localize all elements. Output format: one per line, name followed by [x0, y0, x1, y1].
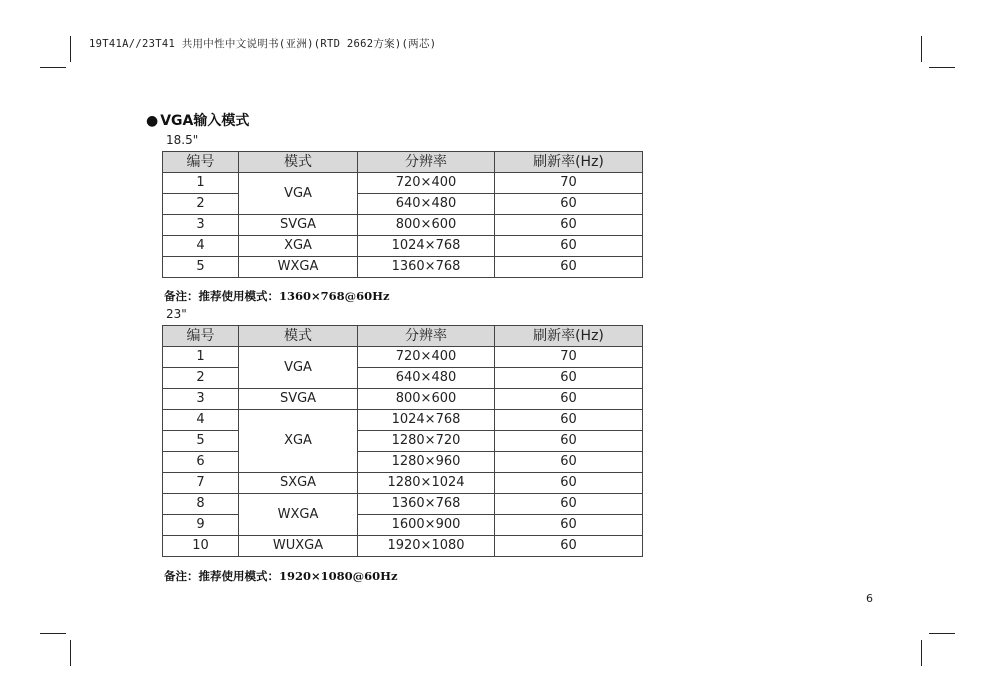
table-row: [163, 473, 643, 494]
refresh-rate-cell: 60: [495, 215, 643, 236]
mode-number-cell: 4: [163, 410, 239, 431]
crop-mark: [921, 36, 922, 62]
resolution-cell: 720×400: [358, 347, 495, 368]
refresh-rate-cell: 60: [495, 494, 643, 515]
mode-number-cell: 1: [163, 347, 239, 368]
column-header: 刷新率(Hz): [495, 326, 643, 347]
refresh-rate-cell: 60: [495, 515, 643, 536]
table-header-row: [163, 326, 643, 347]
crop-mark: [40, 67, 66, 68]
vga-mode-table: [162, 325, 643, 557]
resolution-cell: 1280×960: [358, 452, 495, 473]
vga-mode-table: [162, 151, 643, 278]
mode-name-cell: WUXGA: [239, 536, 358, 557]
table-row: [163, 368, 643, 389]
refresh-rate-cell: 60: [495, 389, 643, 410]
column-header: 分辨率: [358, 326, 495, 347]
refresh-rate-cell: 60: [495, 257, 643, 278]
table-note: 备注：推荐使用模式：1920×1080@60Hz: [164, 569, 398, 583]
size-label: 18.5": [166, 133, 199, 147]
table-row: [163, 452, 643, 473]
resolution-cell: 800×600: [358, 215, 495, 236]
mode-number-cell: 1: [163, 173, 239, 194]
mode-number-cell: 4: [163, 236, 239, 257]
resolution-cell: 720×400: [358, 173, 495, 194]
column-header: 模式: [239, 326, 358, 347]
mode-number-cell: 5: [163, 257, 239, 278]
crop-mark: [70, 36, 71, 62]
table-row: [163, 389, 643, 410]
mode-number-cell: 6: [163, 452, 239, 473]
column-header: 刷新率(Hz): [495, 152, 643, 173]
crop-mark: [40, 633, 66, 634]
refresh-rate-cell: 60: [495, 410, 643, 431]
refresh-rate-cell: 60: [495, 431, 643, 452]
section-title: [146, 110, 249, 130]
refresh-rate-cell: 60: [495, 536, 643, 557]
refresh-rate-cell: 60: [495, 236, 643, 257]
refresh-rate-cell: 60: [495, 452, 643, 473]
refresh-rate-cell: 70: [495, 173, 643, 194]
resolution-cell: 1600×900: [358, 515, 495, 536]
resolution-cell: 640×480: [358, 194, 495, 215]
table-row: [163, 536, 643, 557]
crop-mark: [70, 640, 71, 666]
size-label: 23": [166, 307, 187, 321]
table-row: [163, 410, 643, 431]
mode-name-cell: VGA: [239, 347, 358, 389]
table-row: [163, 215, 643, 236]
table-header-row: [163, 152, 643, 173]
mode-number-cell: 5: [163, 431, 239, 452]
resolution-cell: 1920×1080: [358, 536, 495, 557]
refresh-rate-cell: 60: [495, 473, 643, 494]
table-row: [163, 257, 643, 278]
mode-name-cell: WXGA: [239, 494, 358, 536]
column-header: 编号: [163, 326, 239, 347]
resolution-cell: 1280×720: [358, 431, 495, 452]
resolution-cell: 1024×768: [358, 410, 495, 431]
table-note: 备注：推荐使用模式：1360×768@60Hz: [164, 289, 390, 303]
crop-mark: [921, 640, 922, 666]
mode-name-cell: SVGA: [239, 215, 358, 236]
crop-mark: [929, 633, 955, 634]
table-row: [163, 515, 643, 536]
page-number: 6: [866, 592, 873, 605]
mode-number-cell: 2: [163, 194, 239, 215]
table-row: [163, 347, 643, 368]
document-header: 19T41A//23T41 共用中性中文说明书(亚洲)(RTD 2662方案)(两芯): [89, 38, 437, 50]
refresh-rate-cell: 70: [495, 347, 643, 368]
table-row: [163, 431, 643, 452]
resolution-cell: 1360×768: [358, 257, 495, 278]
column-header: 分辨率: [358, 152, 495, 173]
mode-number-cell: 3: [163, 389, 239, 410]
refresh-rate-cell: 60: [495, 368, 643, 389]
resolution-cell: 1024×768: [358, 236, 495, 257]
mode-name-cell: VGA: [239, 173, 358, 215]
mode-name-cell: WXGA: [239, 257, 358, 278]
mode-number-cell: 7: [163, 473, 239, 494]
section-title-text: VGA输入模式: [160, 113, 250, 129]
resolution-cell: 640×480: [358, 368, 495, 389]
mode-number-cell: 3: [163, 215, 239, 236]
mode-name-cell: XGA: [239, 236, 358, 257]
table-row: [163, 236, 643, 257]
mode-number-cell: 10: [163, 536, 239, 557]
mode-number-cell: 9: [163, 515, 239, 536]
table-row: [163, 194, 643, 215]
resolution-cell: 1280×1024: [358, 473, 495, 494]
mode-name-cell: SXGA: [239, 473, 358, 494]
mode-name-cell: XGA: [239, 410, 358, 473]
resolution-cell: 800×600: [358, 389, 495, 410]
bullet: ●: [146, 113, 159, 129]
column-header: 编号: [163, 152, 239, 173]
table-row: [163, 494, 643, 515]
column-header: 模式: [239, 152, 358, 173]
mode-number-cell: 8: [163, 494, 239, 515]
mode-name-cell: SVGA: [239, 389, 358, 410]
resolution-cell: 1360×768: [358, 494, 495, 515]
table-row: [163, 173, 643, 194]
mode-number-cell: 2: [163, 368, 239, 389]
crop-mark: [929, 67, 955, 68]
refresh-rate-cell: 60: [495, 194, 643, 215]
